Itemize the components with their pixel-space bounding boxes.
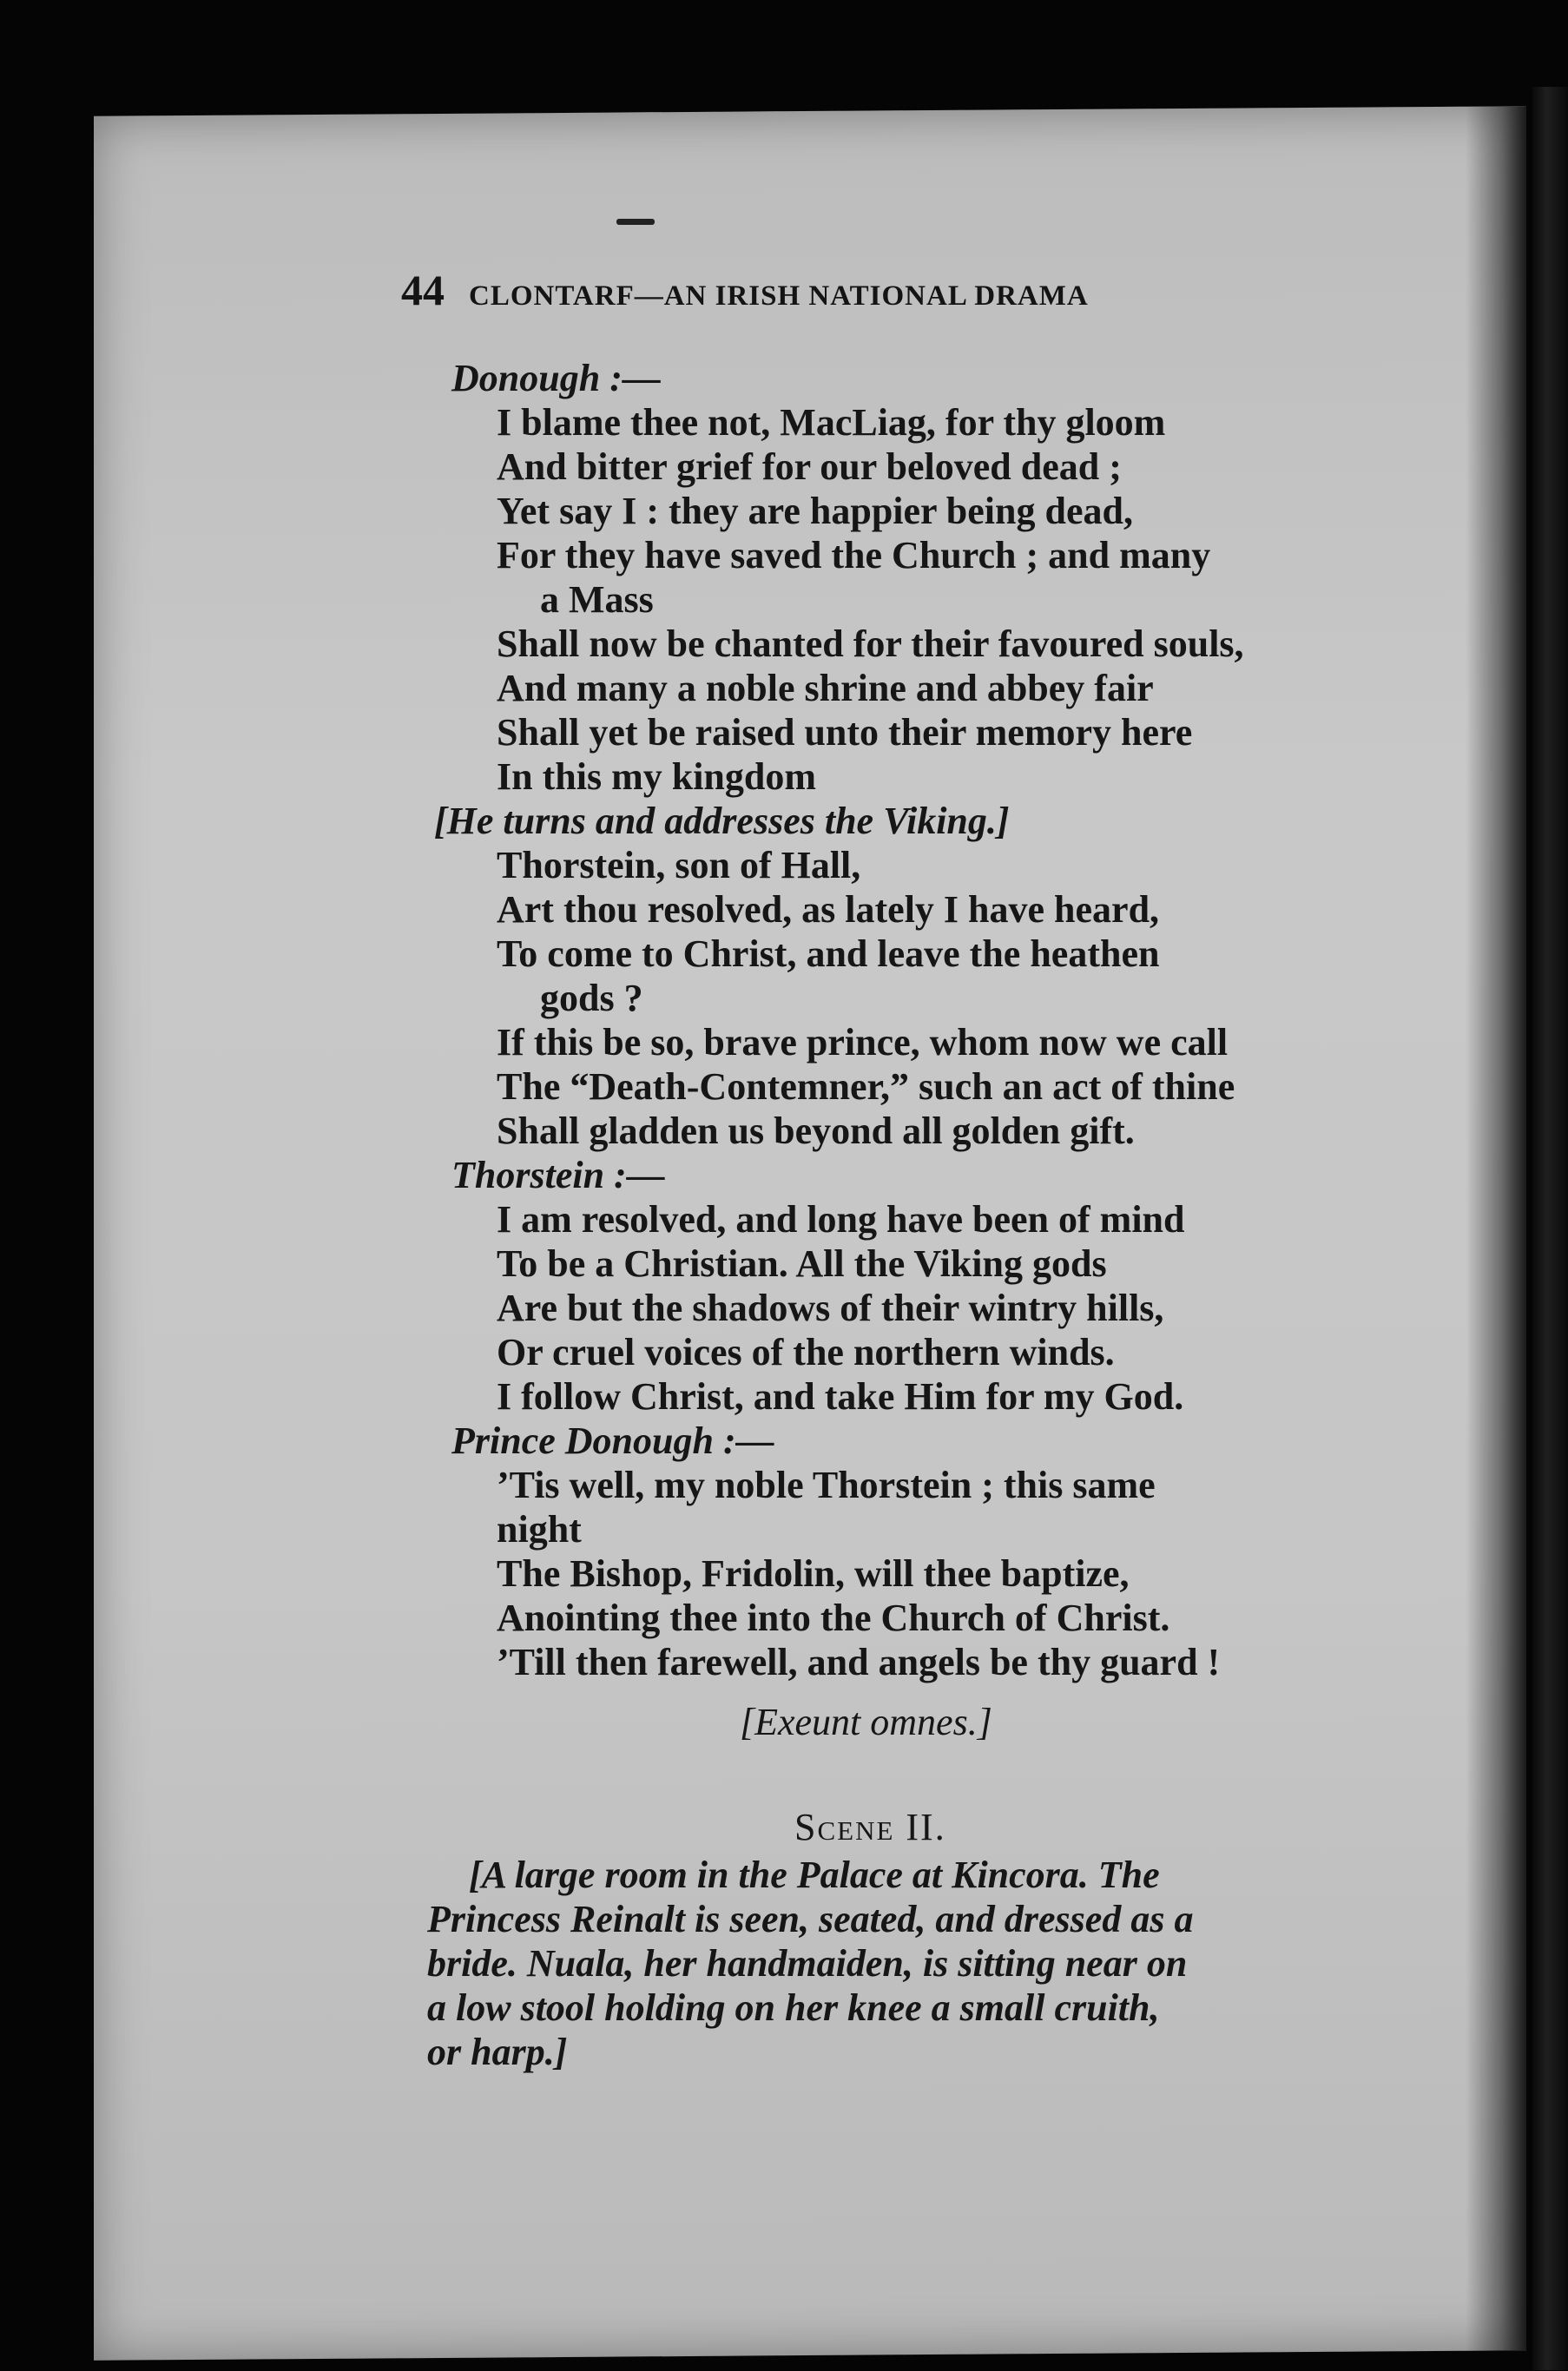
page-number: 44 (401, 266, 445, 314)
verse-line: To come to Christ, and leave the heathen (497, 932, 1160, 975)
verse-line: Yet say I : they are happier being dead, (497, 490, 1133, 532)
adjacent-page-edge (1532, 87, 1568, 2370)
stage-direction-line: bride. Nuala, her handmaiden, is sitting near on (427, 1942, 1188, 1985)
verse-line: To be a Christian. All the Viking gods (497, 1242, 1107, 1285)
stage-direction (427, 1853, 1374, 2074)
dialogue-body (434, 356, 1389, 1849)
scene-heading: Scene II. (794, 1806, 946, 1848)
stage-direction-line: a low stool holding on her knee a small cruith, (427, 1986, 1160, 2029)
page-spine-shadow (1466, 106, 1526, 2350)
printer-mark (616, 219, 655, 225)
verse-line: a Mass (540, 578, 654, 621)
running-title: CLONTARF—AN IRISH NATIONAL DRAMA (469, 280, 1089, 312)
page-header (401, 265, 1356, 317)
exeunt-direction: [Exeunt omnes.] (740, 1701, 992, 1743)
verse-line: For they have saved the Church ; and many (497, 534, 1211, 576)
verse-line: Or cruel voices of the northern winds. (497, 1331, 1115, 1373)
verse-line: Art thou resolved, as lately I have heard, (497, 888, 1160, 931)
verse-line: The “Death-Contemner,” such an act of thine (497, 1065, 1235, 1108)
verse-line: night (497, 1508, 582, 1551)
verse-line: I blame thee not, MacLiag, for thy gloom (497, 401, 1166, 444)
verse-line: If this be so, brave prince, whom now we call (497, 1021, 1229, 1064)
verse-line: Are but the shadows of their wintry hills, (497, 1287, 1164, 1329)
verse-line: Anointing thee into the Church of Christ. (497, 1597, 1170, 1639)
verse-line: And many a noble shrine and abbey fair (497, 667, 1154, 709)
verse-line: gods ? (540, 977, 643, 1019)
stage-direction-line: or harp.] (427, 2031, 568, 2073)
inline-stage-direction: [He turns and addresses the Viking.] (434, 800, 1010, 842)
verse-line: Thorstein, son of Hall, (497, 844, 861, 886)
stage-direction-line: [A large room in the Palace at Kincora. The (469, 1854, 1160, 1896)
verse-line: Shall now be chanted for their favoured souls, (497, 622, 1244, 665)
speaker-name: Thorstein :— (451, 1154, 665, 1196)
verse-line: I follow Christ, and take Him for my God. (497, 1375, 1184, 1418)
verse-line: The Bishop, Fridolin, will thee baptize, (497, 1552, 1130, 1595)
speaker-name: Donough :— (451, 357, 661, 399)
verse-line: ’Tis well, my noble Thorstein ; this same (497, 1464, 1156, 1506)
stage-direction-line: Princess Reinalt is seen, seated, and dressed as a (427, 1898, 1194, 1940)
speaker-name: Prince Donough :— (451, 1419, 774, 1462)
dialogue-lines (434, 356, 1389, 1684)
verse-line: And bitter grief for our beloved dead ; (497, 445, 1122, 488)
verse-line: I am resolved, and long have been of mind (497, 1198, 1185, 1241)
verse-line: ’Till then farewell, and angels be thy guard ! (497, 1641, 1221, 1683)
verse-line: Shall gladden us beyond all golden gift. (497, 1110, 1135, 1152)
verse-line: In this my kingdom (497, 755, 817, 798)
verse-line: Shall yet be raised unto their memory here (497, 711, 1193, 754)
